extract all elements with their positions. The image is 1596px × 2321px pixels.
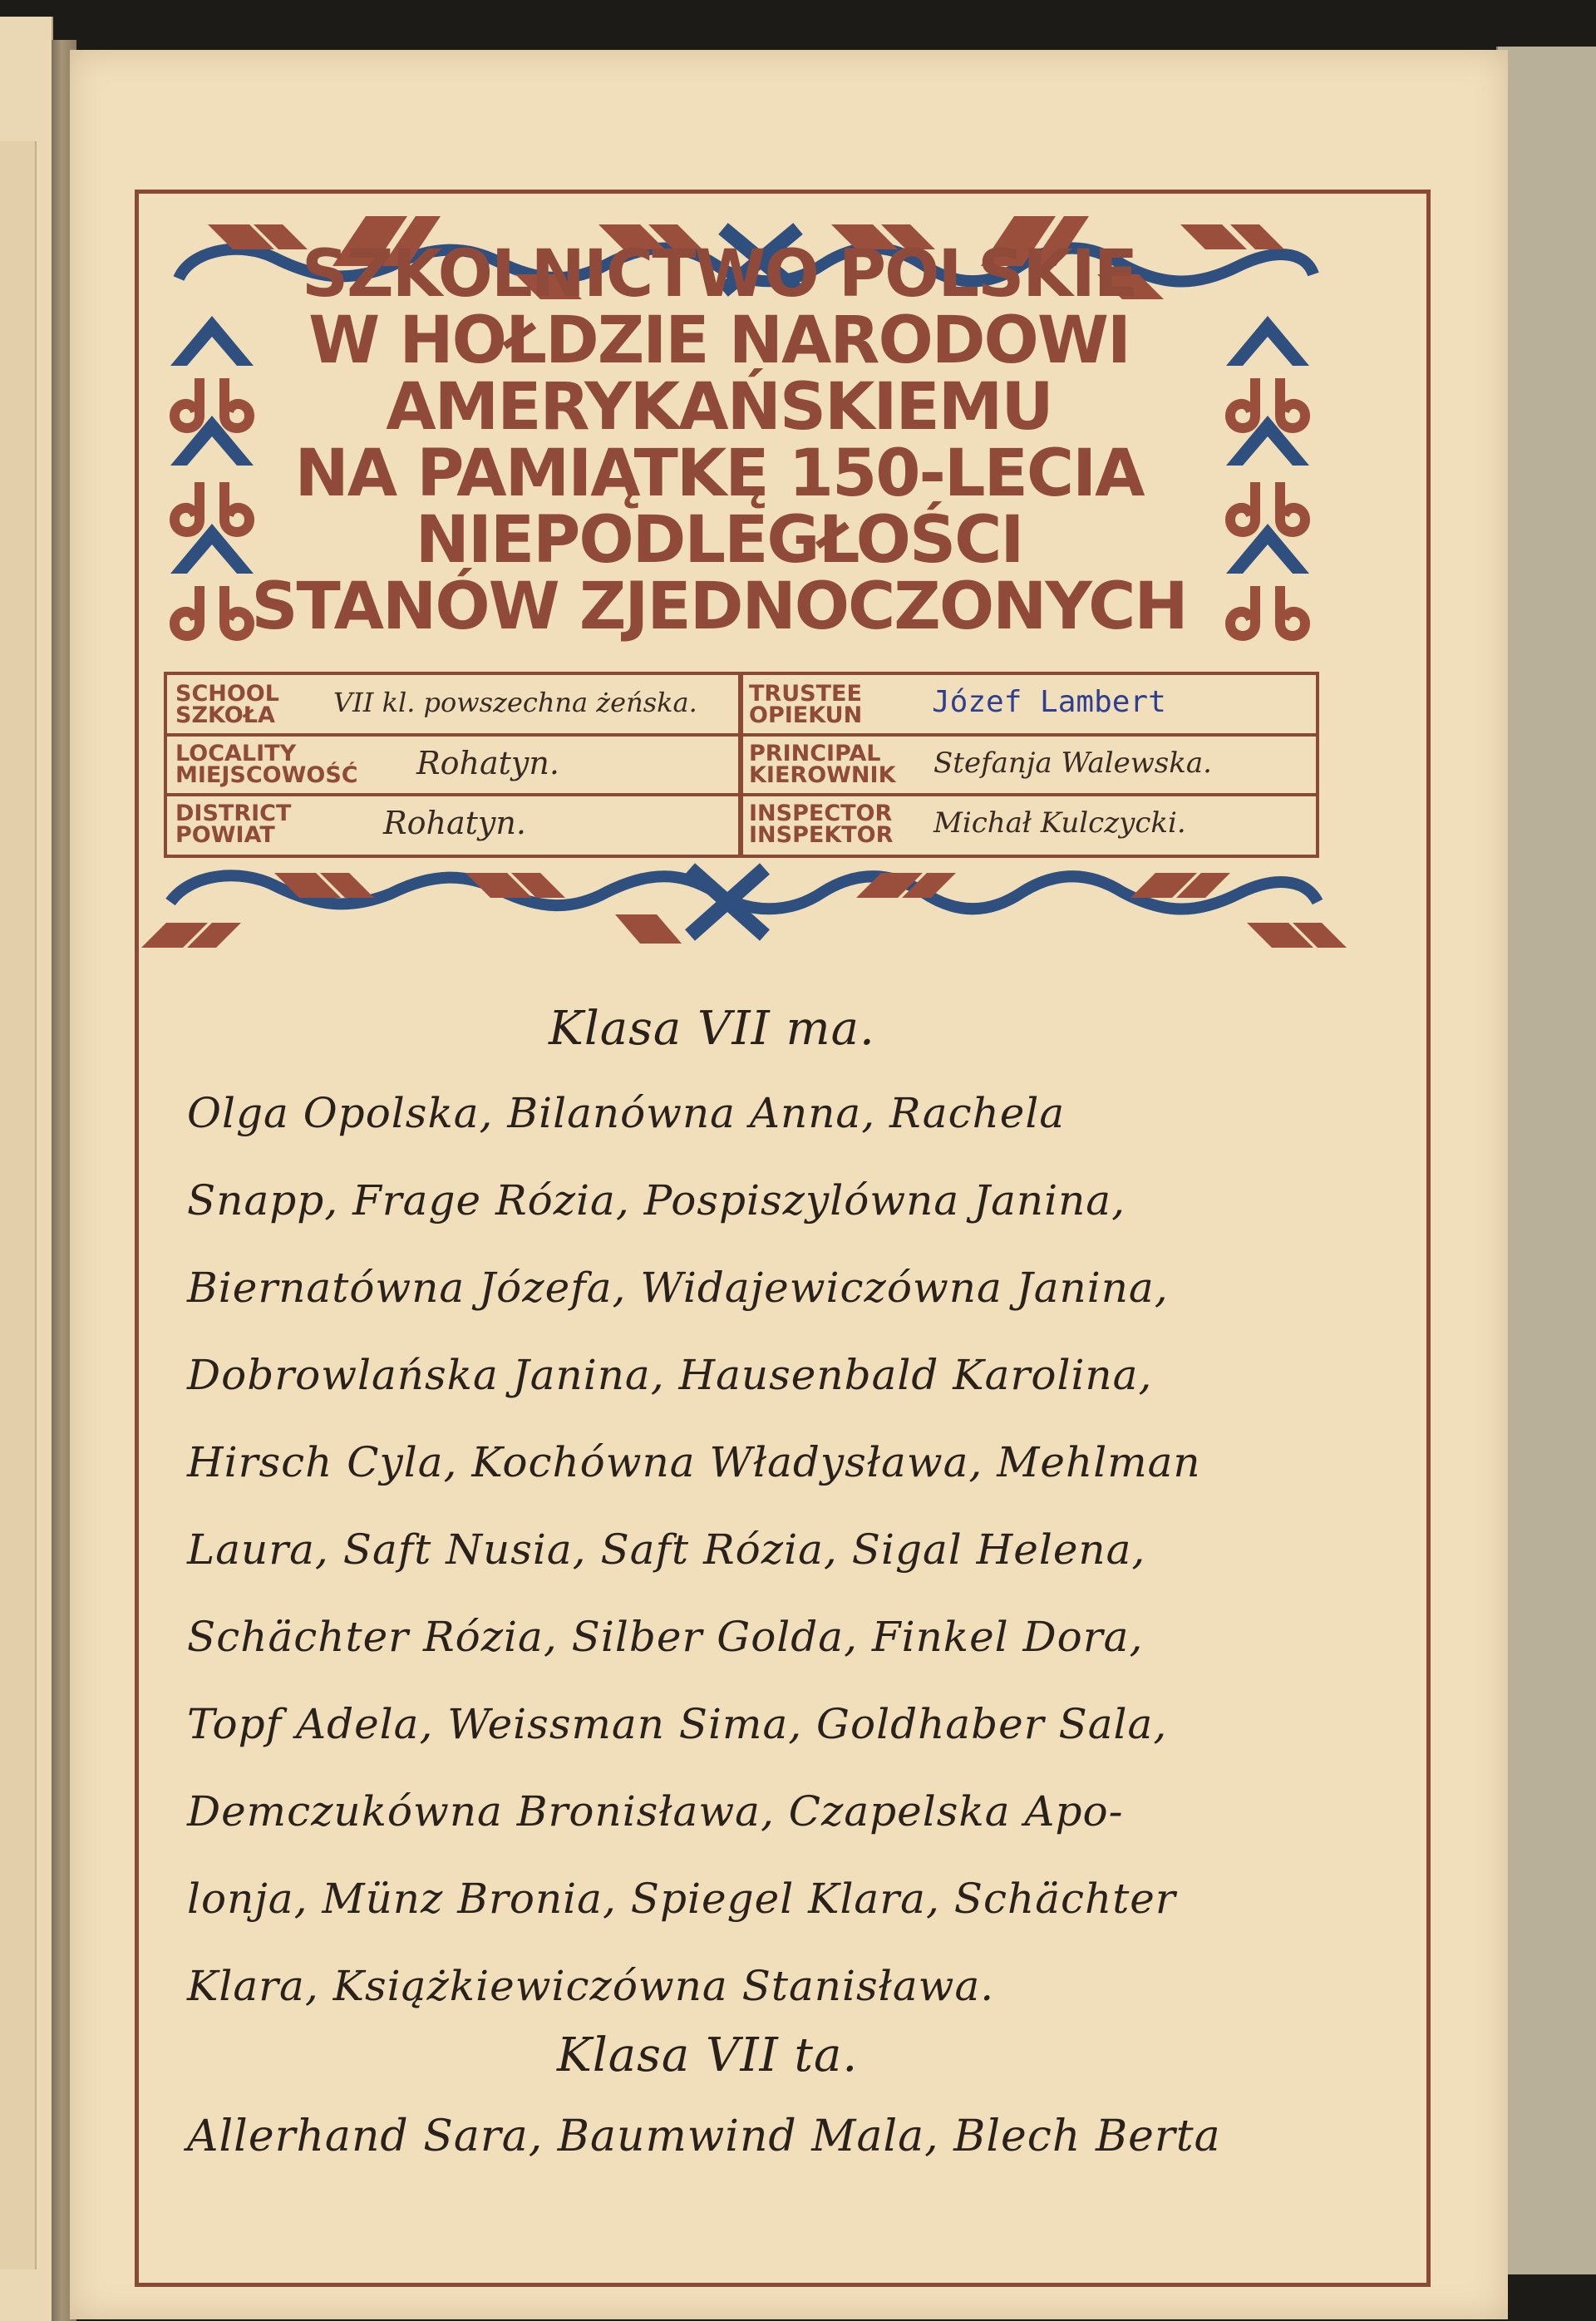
school-label-pl: SZKOŁA: [175, 702, 275, 728]
student-line-10: lonja, Münz Bronia, Spiegel Klara, Schächter: [187, 1875, 1176, 1923]
student-line-5: Hirsch Cyla, Kochówna Władysława, Mehlman: [187, 1438, 1201, 1486]
student-line-11: Klara, Książkiewiczówna Stanisława.: [187, 1962, 995, 2010]
school-label-en: SCHOOL: [175, 681, 279, 707]
trustee-label-pl: OPIEKUN: [749, 702, 863, 728]
student-line-6: Laura, Saft Nusia, Saft Rózia, Sigal Helena,: [187, 1525, 1146, 1574]
principal-cell: [741, 735, 1316, 795]
inspector-label-en: INSPECTOR: [749, 801, 893, 826]
principal-label-pl: KIEROWNIK: [749, 762, 896, 788]
student-line-12: Allerhand Sara, Baumwind Mala, Blech Berta: [187, 2112, 1221, 2161]
principal-value: Stefanja Walewska.: [933, 747, 1212, 780]
district-label-en: DISTRICT: [175, 801, 292, 826]
bottom-ornament-band: [141, 869, 1347, 948]
student-line-4: Dobrowlańska Janina, Hausenbald Karolina,: [187, 1351, 1153, 1399]
district-value: Rohatyn.: [383, 805, 526, 841]
class-heading-1: Klasa VII ma.: [549, 1002, 875, 1056]
school-value: VII kl. powszechna żeńska.: [333, 687, 697, 718]
inspector-cell: [741, 795, 1316, 855]
header-line-5: NIEPODLEGŁOŚCI: [415, 503, 1023, 578]
class-heading-2: Klasa VII ta.: [557, 2028, 859, 2082]
trustee-value: Józef Lambert: [932, 685, 1166, 719]
student-line-1: Olga Opolska, Bilanówna Anna, Rachela: [187, 1089, 1066, 1137]
locality-label-en: LOCALITY: [175, 741, 297, 766]
inspector-value: Michał Kulczycki.: [933, 806, 1186, 840]
student-line-3: Biernatówna Józefa, Widajewiczówna Janina,: [187, 1264, 1169, 1312]
trustee-label-en: TRUSTEE: [749, 681, 862, 707]
header-line-2: W HOŁDZIE NARODOWI: [308, 303, 1130, 378]
school-info-table: [164, 672, 1319, 858]
locality-label-pl: MIEJSCOWOŚĆ: [175, 762, 358, 788]
header-title-block: [158, 237, 1280, 644]
school-cell: [167, 675, 741, 735]
student-line-9: Demczukówna Bronisława, Czapelska Apo-: [187, 1787, 1124, 1836]
header-line-4: NA PAMIĄTKĘ 150-LECIA: [294, 436, 1144, 511]
locality-cell: [167, 735, 741, 795]
principal-label-en: PRINCIPAL: [749, 741, 881, 766]
district-label-pl: POWIAT: [175, 822, 275, 848]
trustee-cell: [741, 675, 1316, 735]
header-line-3: AMERYKAŃSKIEMU: [386, 370, 1052, 445]
header-line-1: SZKOLNICTWO POLSKIE: [301, 237, 1137, 312]
district-cell: [167, 795, 741, 855]
locality-value: Rohatyn.: [416, 745, 559, 781]
header-line-6: STANÓW ZJEDNOCZONYCH: [251, 569, 1187, 644]
student-line-7: Schächter Rózia, Silber Golda, Finkel Dora,: [187, 1613, 1144, 1661]
student-line-8: Topf Adela, Weissman Sima, Goldhaber Sala,: [187, 1700, 1168, 1748]
inspector-label-pl: INSPEKTOR: [749, 822, 894, 848]
student-line-2: Snapp, Frage Rózia, Pospiszylówna Janina,: [187, 1176, 1126, 1225]
